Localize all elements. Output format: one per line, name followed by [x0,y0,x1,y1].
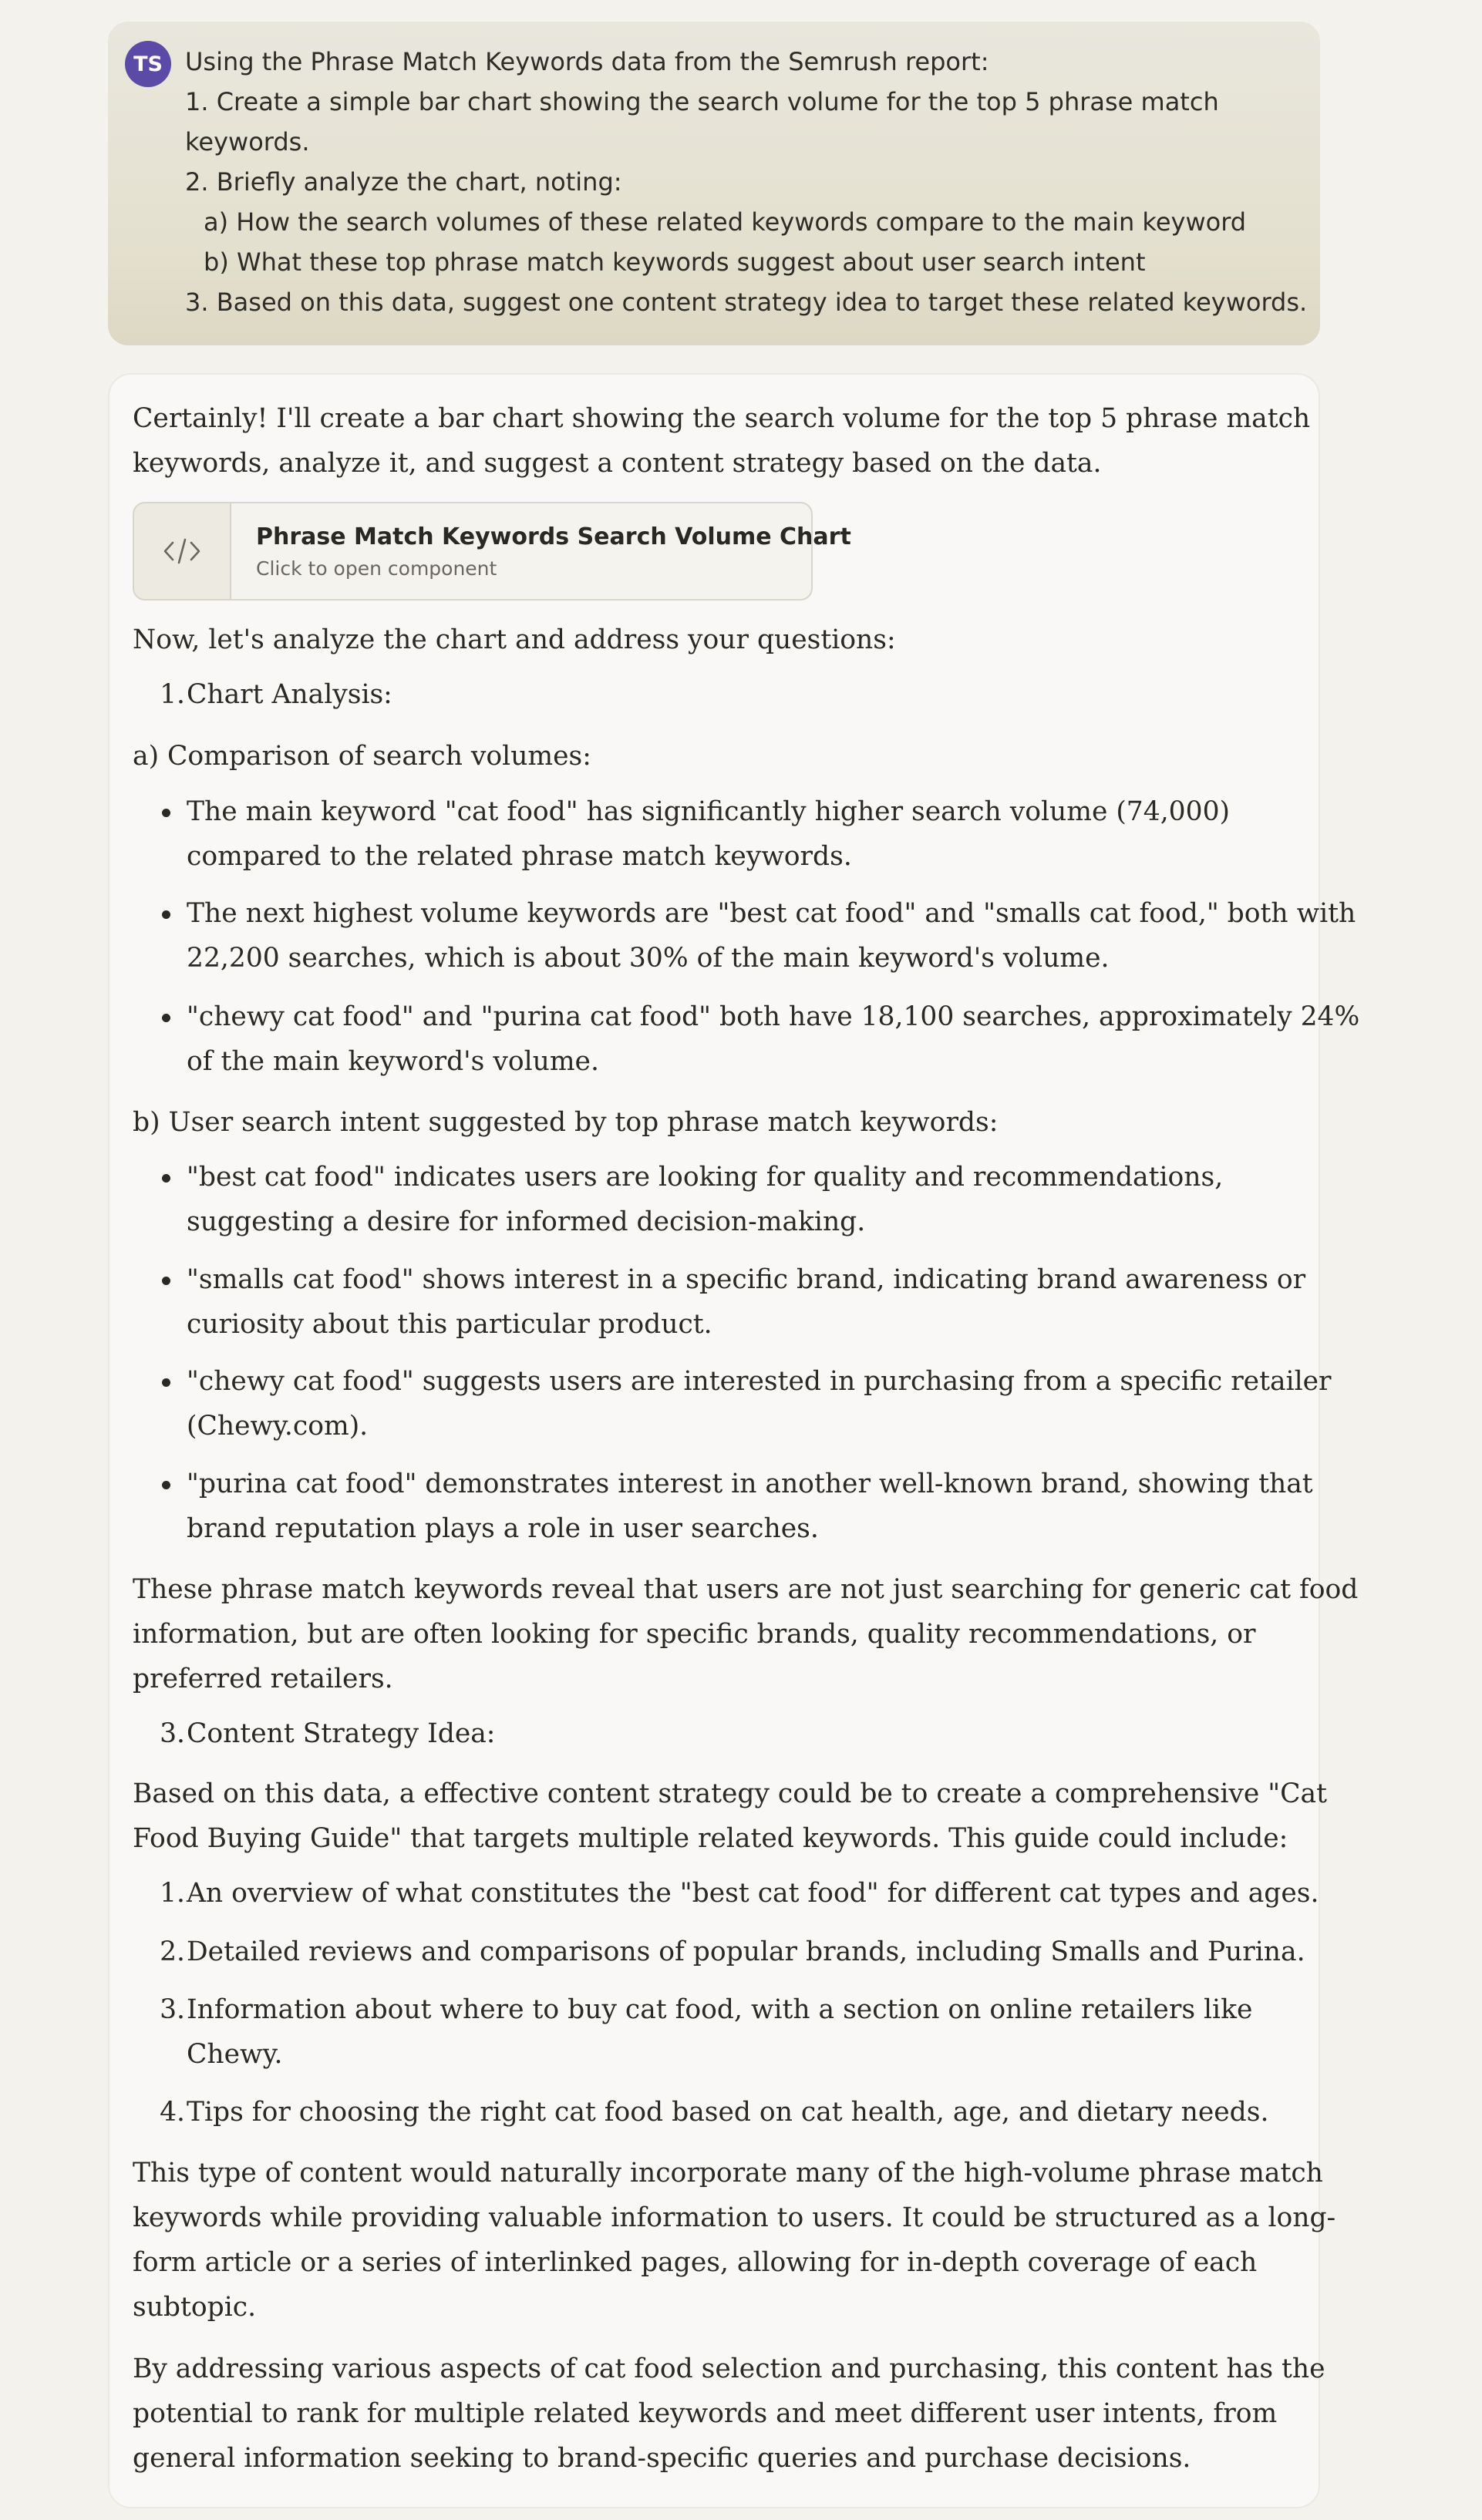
list-number: 1. [160,679,185,710]
user-message-line: Using the Phrase Match Keywords data from the Semrush report: [185,47,989,76]
artifact-component-card[interactable] [133,502,851,601]
closing-line: potential to rank for multiple related keywords and meet different user intents, from [133,2398,1278,2429]
bullet-line: brand reputation plays a role in user searches. [187,1513,819,1544]
user-avatar: TS [125,41,171,87]
bullet-line: "smalls cat food" shows interest in a specific brand, indicating brand awareness or [187,1264,1306,1295]
strategy-item-line: Information about where to buy cat food, with a section on online retailers like [187,1994,1253,2025]
user-message-line: b) What these top phrase match keywords suggest about user search intent [204,247,1146,277]
bullet-dot [162,1174,170,1183]
bullet-dot [162,1378,170,1387]
reply-intro-line: Certainly! I'll create a bar chart showing the search volume for the top 5 phrase match [133,403,1311,434]
part-a-heading: a) Comparison of search volumes: [133,741,591,772]
bullet-line: of the main keyword's volume. [187,1046,599,1077]
bullet-dot [162,1277,170,1285]
list-number: 1. [160,1878,185,1909]
list-number: 4. [160,2097,185,2128]
bullet-line: 22,200 searches, which is about 30% of the main keyword's volume. [187,943,1110,974]
user-message-line: keywords. [185,127,310,156]
bullet-line: curiosity about this particular product. [187,1309,712,1340]
bullet-line: "purina cat food" demonstrates interest in another well-known brand, showing that [187,1469,1313,1499]
bullet-line: "chewy cat food" and "purina cat food" both have 18,100 searches, approximately 24% [187,1001,1360,1032]
reply-lead: Now, let's analyze the chart and address your questions: [133,624,896,655]
bullet-dot [162,809,170,817]
bullet-line: The next highest volume keywords are "best cat food" and "smalls cat food," both with [187,898,1356,929]
strategy-item-line: An overview of what constitutes the "best cat food" for different cat types and ages. [187,1878,1319,1909]
section-heading-content-strategy: Content Strategy Idea: [187,1718,496,1749]
code-icon [134,503,231,599]
closing-line: This type of content would naturally incorporate many of the high-volume phrase match [133,2158,1323,2189]
list-number: 3. [160,1994,185,2025]
strategy-intro-line: Food Buying Guide" that targets multiple related keywords. This guide could include: [133,1823,1288,1854]
reply-intro-line: keywords, analyze it, and suggest a content strategy based on the data. [133,448,1102,479]
list-number: 2. [160,1936,185,1967]
bullet-line: suggesting a desire for informed decision-making. [187,1206,866,1237]
artifact-subtitle: Click to open component [256,557,497,580]
summary-line: information, but are often looking for specific brands, quality recommendations, or [133,1619,1256,1650]
user-message-line: a) How the search volumes of these related keywords compare to the main keyword [204,207,1247,237]
bullet-line: compared to the related phrase match keywords. [187,841,852,872]
bullet-line: (Chewy.com). [187,1411,369,1442]
closing-line: general information seeking to brand-specific queries and purchase decisions. [133,2443,1191,2474]
strategy-item-line: Chewy. [187,2039,283,2070]
artifact-title: Phrase Match Keywords Search Volume Chart [256,523,851,550]
strategy-intro-line: Based on this data, a effective content strategy could be to create a comprehensive "Cat [133,1778,1327,1809]
summary-line: preferred retailers. [133,1664,393,1694]
bullet-line: "chewy cat food" suggests users are interested in purchasing from a specific retailer [187,1366,1332,1397]
closing-line: keywords while providing valuable information to users. It could be structured as a long- [133,2202,1336,2233]
user-message-line: 1. Create a simple bar chart showing the search volume for the top 5 phrase match [185,87,1219,116]
strategy-item-line: Tips for choosing the right cat food based on cat health, age, and dietary needs. [187,2097,1269,2128]
strategy-item-line: Detailed reviews and comparisons of popular brands, including Smalls and Purina. [187,1936,1305,1967]
bullet-dot [162,1481,170,1489]
closing-line: subtopic. [133,2292,257,2323]
user-message-line: 2. Briefly analyze the chart, noting: [185,167,622,197]
section-heading-chart-analysis: Chart Analysis: [187,679,392,710]
bullet-line: "best cat food" indicates users are looking for quality and recommendations, [187,1162,1224,1193]
closing-line: form article or a series of interlinked pages, allowing for in-depth coverage of each [133,2247,1258,2278]
bullet-line: The main keyword "cat food" has significantly higher search volume (74,000) [187,796,1230,827]
list-number: 3. [160,1718,185,1749]
part-b-heading: b) User search intent suggested by top phrase match keywords: [133,1107,999,1138]
bullet-dot [162,1014,170,1022]
user-message-bubble [108,22,1320,345]
bullet-dot [162,910,170,919]
summary-line: These phrase match keywords reveal that users are not just searching for generic cat food [133,1574,1359,1605]
closing-line: By addressing various aspects of cat food selection and purchasing, this content has the [133,2353,1325,2384]
user-message-line: 3. Based on this data, suggest one content strategy idea to target these related keywords. [185,288,1308,317]
